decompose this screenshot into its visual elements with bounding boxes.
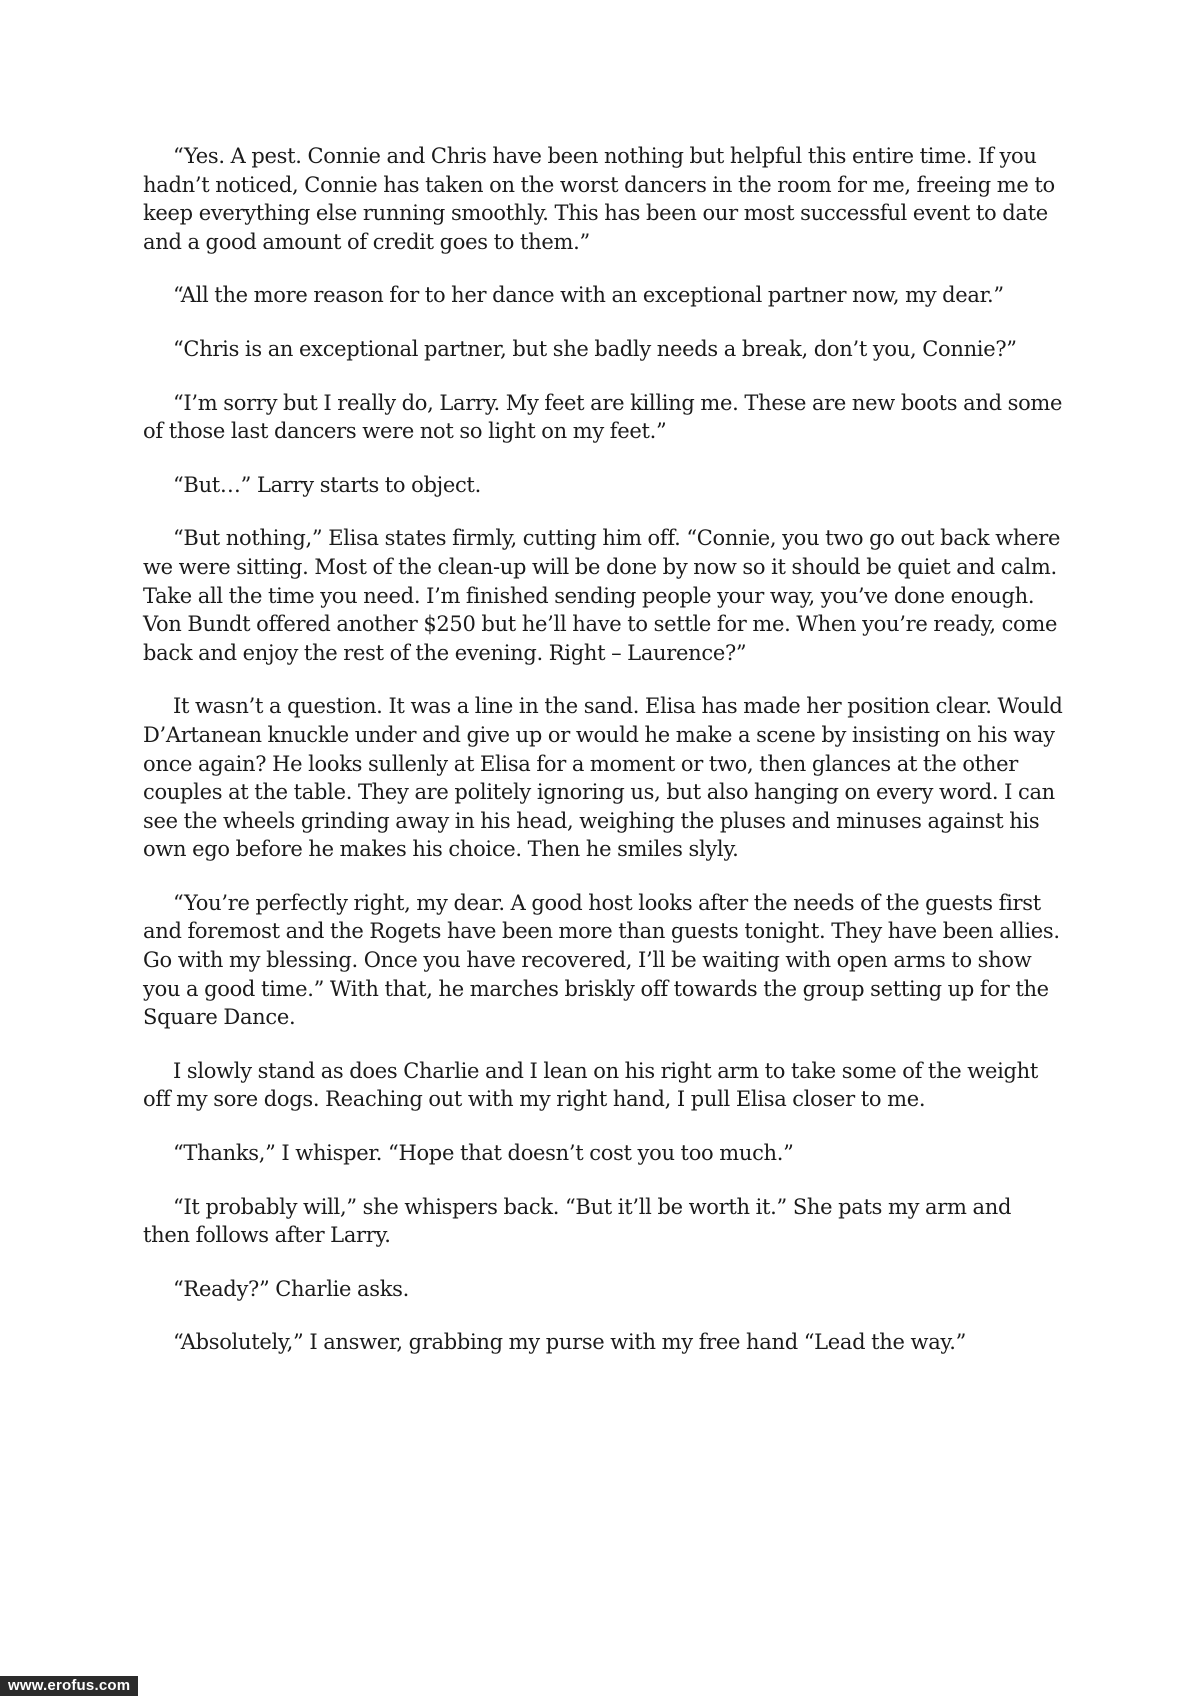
paragraph-4: “I’m sorry but I really do, Larry. My feet are killing me. These are new boots and some of those last dancers were not so light on my feet.” [143,390,1063,444]
paragraph-10: “Thanks,” I whisper. “Hope that doesn’t cost you too much.” [173,1141,794,1166]
paragraph-7: It wasn’t a question. It was a line in the sand. Elisa has made her position clear. Would D’Artanean knuckle under and give up or would he make a scene by insisting on his way once again? He looks sullenly at Elisa for a moment or two, then glances at the other couples at the table. They are politely ignoring us, but also hanging on every word. I can see the wheels grinding away in his head, weighing the pluses and minuses against his own ego before he makes his choice. Then he smiles slyly. [143,694,1063,862]
site-watermark: www.erofus.com [0,1676,138,1696]
text-column [143,142,1063,1382]
paragraph-12: “Ready?” Charlie asks. [173,1276,410,1301]
paragraph-13: “Absolutely,” I answer, grabbing my purse with my free hand “Lead the way.” [173,1330,967,1355]
paragraph-8: “You’re perfectly right, my dear. A good host looks after the needs of the guests first and foremost and the Rogets have been more than guests tonight. They have been allies. Go with my blessing. Once you have recovered, I’ll be waiting with open arms to show you a good time.” With that, he marches briskly off towards the group setting up for the Square Dance. [143,890,1060,1030]
paragraph-3: “Chris is an exceptional partner, but she badly needs a break, don’t you, Connie?” [173,336,1017,361]
paragraph-6: “But nothing,” Elisa states firmly, cutting him off. “Connie, you two go out back where we were sitting. Most of the clean-up will be done by now so it should be quiet and calm. Take all the time you need. I’m finished sending people your way, you’ve done enough. Von Bundt offered another $250 but he’ll have to settle for me. When you’re ready, come back and enjoy the rest of the evening. Right – Laurence?” [143,526,1061,665]
paragraph-9: I slowly stand as does Charlie and I lean on his right arm to take some of the weight off my sore dogs. Reaching out with my right hand, I pull Elisa closer to me. [143,1058,1039,1112]
paragraph-1: “Yes. A pest. Connie and Chris have been nothing but helpful this entire time. If you hadn’t noticed, Connie has taken on the worst dancers in the room for me, freeing me to keep everything else running smoothly. This has been our most successful event to date and a good amount of credit goes to them.” [143,144,1055,254]
paragraph-5: “But…” Larry starts to object. [173,472,481,497]
paragraph-11: “It probably will,” she whispers back. “But it’ll be worth it.” She pats my arm and then follows after Larry. [143,1194,1012,1248]
paragraph-2: “All the more reason for to her dance with an exceptional partner now, my dear.” [173,283,1004,308]
